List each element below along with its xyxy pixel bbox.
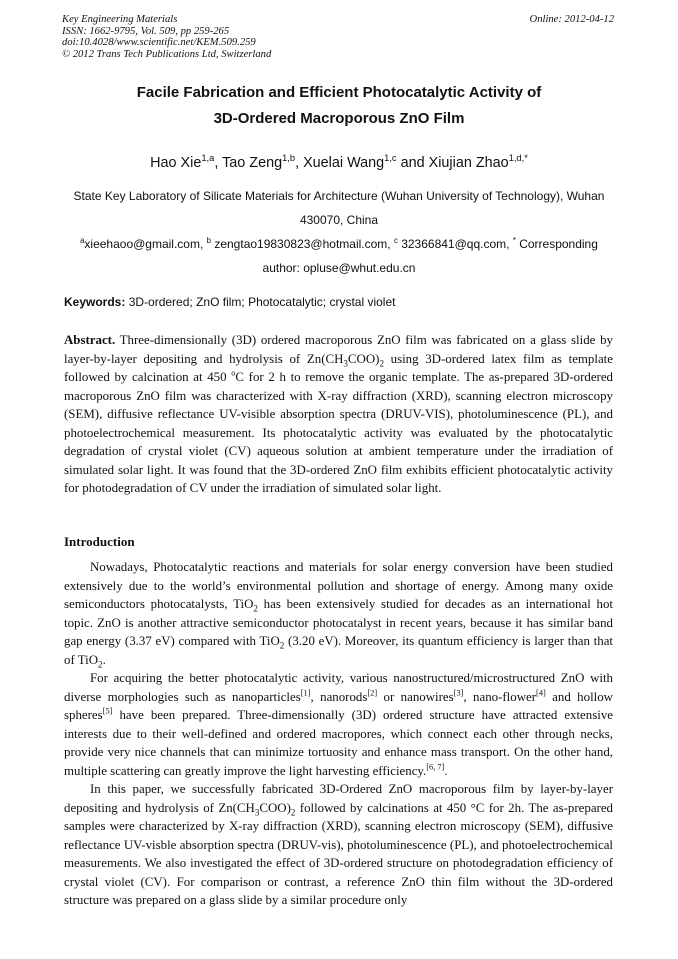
title-line-2: 3D-Ordered Macroporous ZnO Film — [213, 110, 465, 127]
paragraph-text: Nowadays, Photocatalytic reactions and materials for solar energy conversion have been studied extensively due to the world’s environmental pollution and shortage of energy. Among many oxide semiconductors photocatalysts, TiO — [64, 560, 613, 611]
paragraph-text: , nanorods — [310, 689, 368, 704]
title-line-1: Facile Fabrication and Efficient Photocatalytic Activity of — [136, 84, 542, 101]
intro-paragraph-2 — [64, 669, 613, 780]
citation-ref: [1] — [300, 688, 311, 698]
author-name: Hao Xie — [150, 155, 202, 171]
issn-line: ISSN: 1662-9795, Vol. 509, pp 259-265 — [62, 25, 230, 37]
abstract-text: C for 2 h to remove the organic template. The as-prepared 3D-ordered macroporous ZnO film was characterized with X-ray diffraction (XRD), scanning electron microscopy (SEM), diffusive reflectance UV-visible absorption spectra (DRUV-VIS), photoluminescence (PL), and photoelectrochemical measurement. Its photocatalytic activity was evaluated by the photocatalytic degradation of crystal violet (CV) aqueous solution at ambient temperature under the irradiation of simulated solar light. It was found that the 3D-ordered ZnO film exhibits efficient photocatalytic activity for photodegradation of CV under the irradiation of simulated solar light. — [64, 370, 613, 495]
keywords-label: Keywords — [64, 295, 122, 309]
affiliation-block — [40, 184, 638, 280]
paragraph-text: For acquiring the better photocatalytic activity, various nanostructured/microstructured ZnO with diverse morphologies such as nanoparticles — [64, 671, 613, 704]
author-name: Xiujian Zhao — [428, 155, 509, 171]
subscript: 2 — [253, 603, 258, 614]
abstract-text: using 3D-ordered latex film as template followed by calcination at 450 — [64, 351, 613, 384]
citation-ref: [5] — [102, 706, 113, 716]
keywords-colon: : — [121, 295, 129, 309]
abstract-label: Abstract. — [64, 333, 116, 347]
citation-ref: [2] — [367, 688, 378, 698]
paragraph-text: (3.20 eV). Moreover, its quantum efficiency is larger than that of TiO — [64, 634, 614, 667]
paragraph-text: , nano-flower — [463, 689, 537, 704]
affiliation-line-1: State Key Laboratory of Silicate Materials for Architecture (Wuhan University of Technology), Wuhan — [73, 189, 605, 203]
author-affil-sup: 1,c — [384, 153, 397, 164]
abstract-text: COO) — [347, 351, 380, 366]
paper-title — [40, 80, 638, 132]
subscript: 2 — [98, 659, 103, 670]
paragraph-text: . — [444, 763, 448, 778]
author-separator: , — [295, 155, 304, 171]
paragraph-text: or nanowires — [377, 689, 454, 704]
author-list — [20, 155, 658, 171]
paragraph-text: have been prepared. Three-dimensionally (3D) ordered structure have attracted extensive interests due to their well-defined and ordered macropores, which connect each other through necks, provide very nice channels that can minimize tortuosity and enhance mass transport. On the other hand, multiple scattering can greatly improve the light harvesting efficiency. — [64, 708, 613, 778]
author-affil-sup: 1,b — [282, 153, 296, 164]
journal-name: Key Engineering Materials — [62, 14, 178, 25]
citation-ref: [6, 7] — [426, 762, 445, 772]
journal-header — [62, 14, 271, 60]
email-sup: b — [206, 236, 211, 245]
paragraph-text: In this paper, we successfully fabricated 3D-Ordered ZnO macroporous film by layer-by-layer depositing and hydrolysis of Zn(CH — [64, 782, 613, 815]
citation-ref: [4] — [536, 688, 546, 698]
email-b: zengtao19830823@hotmail.com, — [211, 237, 394, 251]
abstract-text: Three-dimensionally (3D) ordered macroporous ZnO film was fabricated on a glass slide by layer-by-layer depositing and hydrolysis of Zn(CH — [64, 333, 613, 366]
online-date: Online: 2012-04-12 — [529, 14, 614, 25]
abstract — [64, 331, 613, 498]
corresponding-sup: * — [512, 236, 516, 245]
email-a: xieehaoo@gmail.com, — [84, 237, 207, 251]
author-affil-sup: 1,a — [201, 153, 215, 164]
email-sup: a — [80, 236, 85, 245]
author-affil-sup: 1,d,* — [508, 153, 528, 164]
subscript: 2 — [279, 640, 285, 651]
introduction-body — [64, 558, 613, 910]
keywords-text: 3D-ordered; ZnO film; Photocatalytic; crystal violet — [128, 295, 396, 309]
author-name: Xuelai Wang — [303, 155, 385, 171]
abstract-paragraph — [64, 331, 613, 498]
email-c: 32366841@qq.com, — [397, 237, 513, 251]
citation-ref: [3] — [453, 688, 464, 698]
corresponding-author-line: author: opluse@whut.edu.cn — [262, 261, 416, 275]
subscript: 3 — [343, 358, 348, 369]
subscript: 2 — [290, 807, 296, 818]
paragraph-text: . — [102, 652, 106, 667]
subscript: 2 — [379, 358, 384, 369]
subscript: 3 — [254, 807, 260, 818]
author-separator: , — [214, 155, 223, 171]
paragraph-text: COO) — [259, 800, 291, 815]
doi-line: doi:10.4028/www.scientific.net/KEM.509.259 — [62, 37, 256, 49]
paragraph-text: followed by calcinations at 450 °C for 2h. The as-prepared samples were characterized by X-ray diffraction (XRD), scanning electron microscopy (SEM), diffusive reflectance UV-visble absorption spectra (DRUV-vis), photoluminescence (PL), and photoelectrochemical measurements. We also investigated the effect of 3D-ordered structure on photodegradation efficiency of crystal violet (CV). For comparison or contrast, a reference ZnO thin film without the 3D-ordered structure was prepared on a glass slide by a similar procedure only — [64, 800, 613, 907]
keywords-line — [64, 295, 395, 309]
author-name: Tao Zeng — [222, 155, 283, 171]
corresponding-label: Corresponding — [515, 237, 598, 251]
introduction-heading: Introduction — [64, 534, 135, 549]
copyright-line: © 2012 Trans Tech Publications Ltd, Switzerland — [62, 48, 272, 60]
degree-sup: o — [231, 368, 236, 378]
affiliation-line-2: 430070, China — [299, 213, 379, 227]
paragraph-text: and hollow spheres — [64, 689, 613, 722]
email-sup: c — [393, 236, 398, 245]
author-separator: and — [396, 155, 429, 171]
intro-paragraph-3 — [64, 780, 613, 910]
email-line — [40, 232, 638, 256]
intro-paragraph-1 — [64, 558, 613, 669]
paragraph-text: has been extensively studied for decades as an international hot topic. ZnO is another attractive semiconductor photocatalyst in recent years, because it has similar band gap energy (3.37 eV) compared with TiO — [64, 597, 613, 648]
